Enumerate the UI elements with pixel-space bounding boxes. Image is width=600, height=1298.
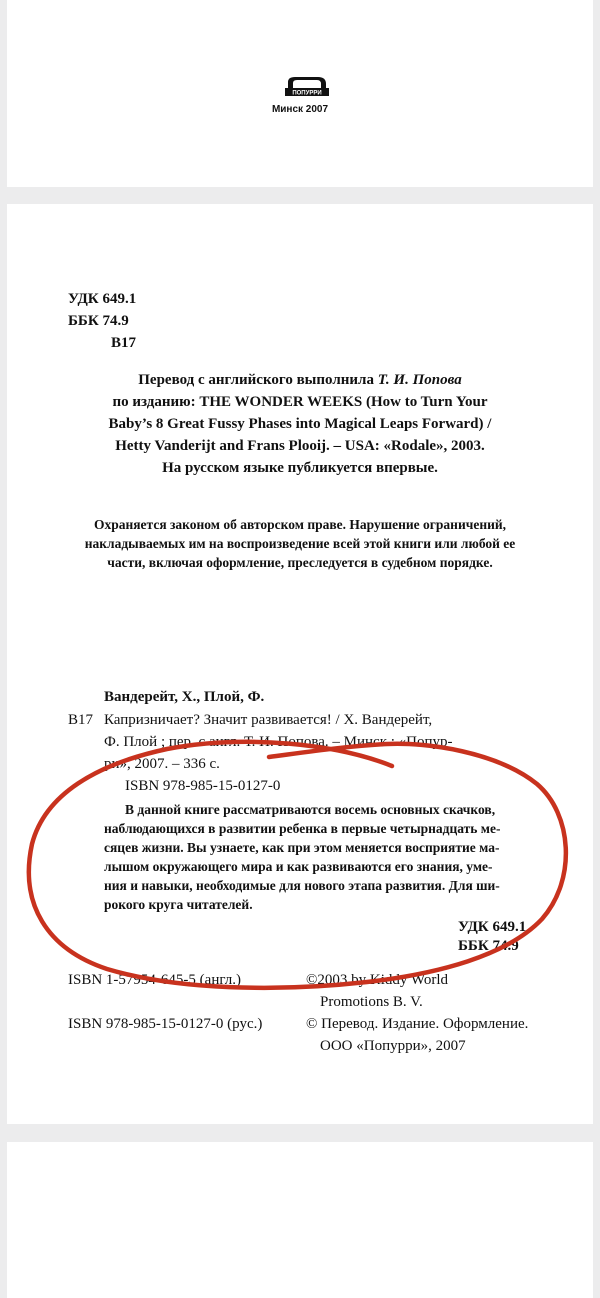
catalog-title-line-3: ри», 2007. – 336 с. [104,756,220,772]
catalog-authors: Вандерейт, Х., Плой, Ф. [104,689,265,705]
udk-code: УДК 649.1 [68,291,137,307]
translation-line-1: Перевод с английского выполнила Т. И. Попова [138,372,462,388]
abstract-line-5: ния и навыки, необходимые для нового этапа развития. Для ши- [104,878,500,893]
catalog-title-line-1: Капризничает? Значит развивается! / Х. Вандерейт, [104,712,433,728]
author-code: В17 [111,335,137,351]
copyright-notice-line-3: части, включая оформление, преследуется в судебном порядке. [107,555,493,570]
isbn-russian: ISBN 978-985-15-0127-0 (рус.) [68,1016,263,1032]
catalog-code: В17 [68,712,94,728]
abstract-line-6: рокого круга читателей. [104,897,253,912]
catalog-bbk: ББК 74.9 [458,938,519,954]
abstract-line-3: сяцев жизни. Вы узнаете, как при этом меняется восприятие ма- [104,840,500,855]
bbk-code: ББК 74.9 [68,313,129,329]
catalog-udk: УДК 649.1 [458,919,527,935]
page-1 [7,0,593,187]
translation-line-3: Baby’s 8 Great Fussy Phases into Magical Leaps Forward) / [108,416,492,432]
translation-line-4: Hetty Vanderijt and Frans Plooij. – USA: «Rodale», 2003. [115,438,485,454]
page-2 [7,204,593,1124]
abstract-line-4: лышом окружающего мира и как развиваются его знания, уме- [104,859,493,874]
copyright-notice-line-2: накладываемых им на воспроизведение всей этой книги или любой ее [84,536,516,551]
translation-line-5: На русском языке публикуется впервые. [162,460,438,476]
publisher-logo [282,74,332,100]
copyright-translation-line-1: © Перевод. Издание. Оформление. [306,1016,529,1032]
copyright-original-line-2: Promotions B. V. [320,994,423,1010]
publisher-logo-text: ПОПУРРИ [292,90,322,97]
abstract-line-2: наблюдающихся в развитии ребенка в первые четырнадцать ме- [104,821,501,836]
page-3 [7,1142,593,1298]
city-year: Минск 2007 [271,104,329,115]
translation-line-2: по изданию: THE WONDER WEEKS (How to Turn Your [112,394,488,410]
copyright-notice-line-1: Охраняется законом об авторском праве. Нарушение ограничений, [93,517,507,532]
translator-name: Т. И. Попова [377,372,462,388]
copyright-original-line-1: ©2003 by Kiddy World [306,972,448,988]
abstract-line-1: В данной книге рассматриваются восемь основных скачков, [125,802,496,817]
copyright-translation-line-2: ООО «Попурри», 2007 [320,1038,466,1054]
isbn-english: ISBN 1-57954-645-5 (англ.) [68,972,241,988]
catalog-title-line-2: Ф. Плой ; пер. с англ. Т. И. Попова. – Минск : «Попур- [104,734,453,750]
catalog-isbn: ISBN 978-985-15-0127-0 [125,778,281,794]
